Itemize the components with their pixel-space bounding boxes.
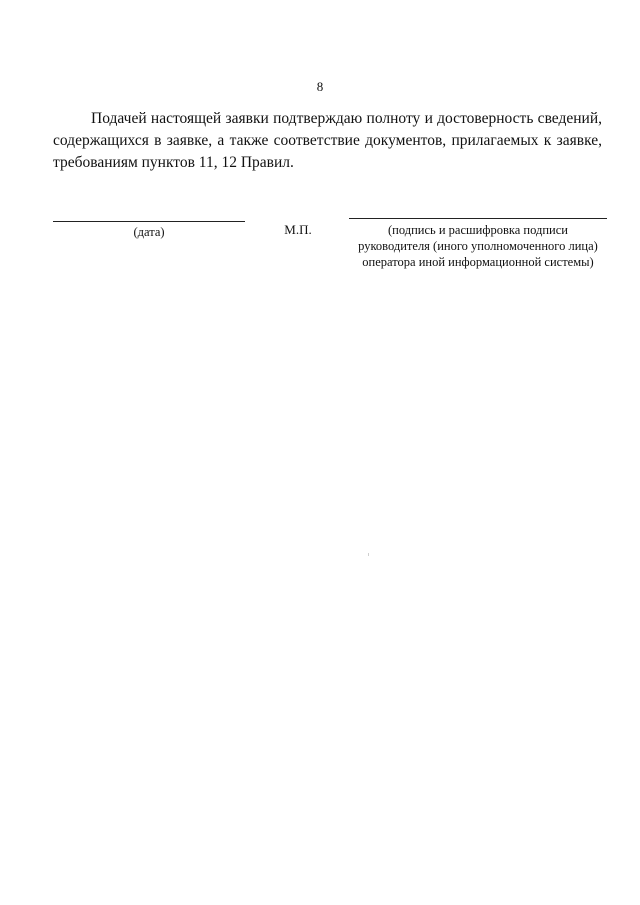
date-caption: (дата) xyxy=(133,225,165,239)
scan-speck xyxy=(368,553,369,556)
signature-caption-line-1: (подпись и расшифровка подписи xyxy=(388,223,568,237)
signature-caption-line-3: оператора иной информационной системы) xyxy=(362,255,594,269)
confirmation-paragraph: Подачей настоящей заявки подтверждаю полноту и достоверность сведений, содержащихся в заявке, а также соответствие документов, прилагаемых к заявке, требованиям пунктов 11, 12 Правил. xyxy=(53,110,602,171)
signature-caption-line-2: руководителя (иного уполномоченного лица) xyxy=(358,239,598,253)
page-number: 8 xyxy=(316,79,324,94)
signature-line xyxy=(349,218,607,219)
date-line xyxy=(53,221,245,222)
stamp-placeholder: М.П. xyxy=(284,222,312,237)
signature-caption xyxy=(349,222,607,270)
